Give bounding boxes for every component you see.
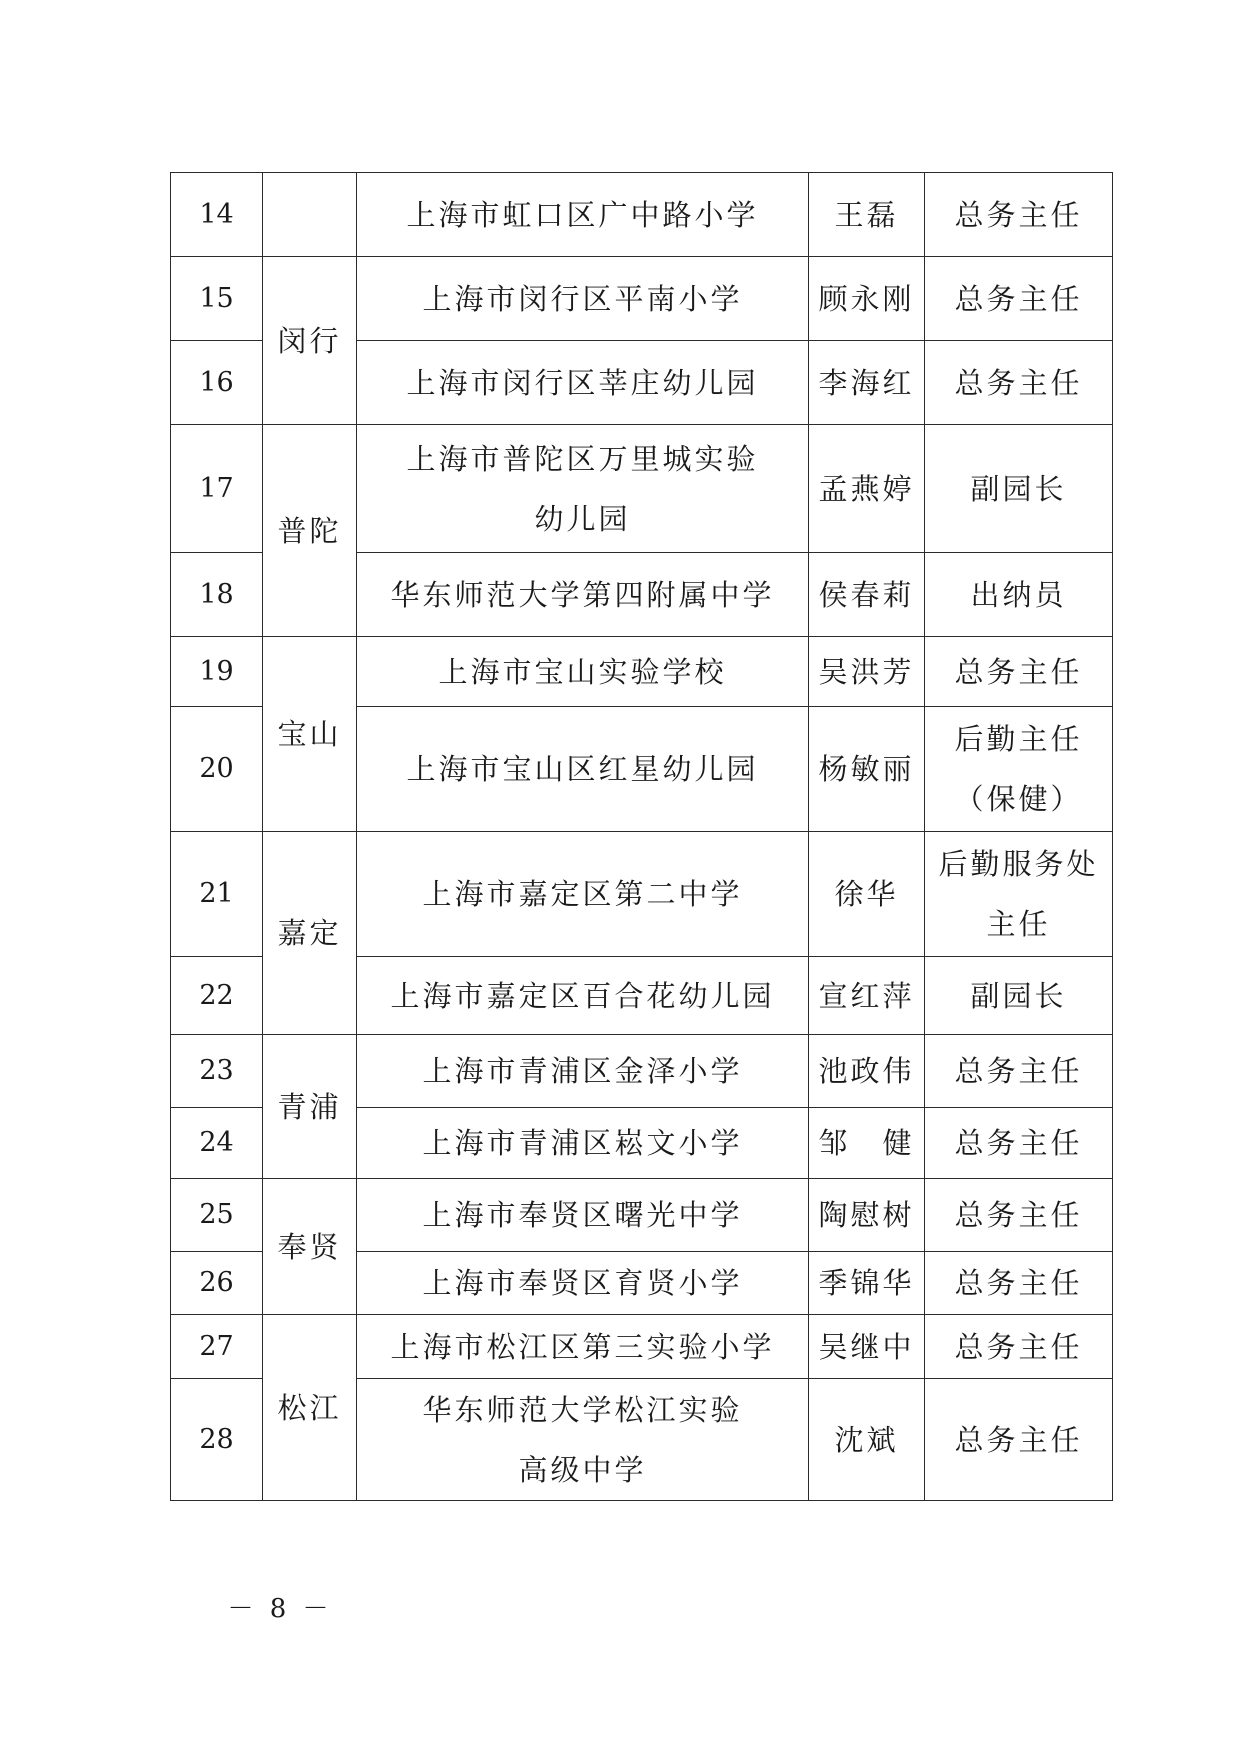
organization-name: 上海市虹口区广中路小学 bbox=[357, 173, 809, 257]
job-title-line2: （保健） bbox=[954, 782, 1083, 816]
person-name: 侯春莉 bbox=[809, 553, 925, 637]
job-title: 总务主任 bbox=[925, 637, 1113, 707]
district-cell-empty bbox=[263, 173, 357, 257]
row-number: 28 bbox=[171, 1379, 263, 1501]
table-row bbox=[171, 637, 1113, 707]
job-title-line2: 主任 bbox=[986, 907, 1051, 941]
organization-name-line2: 高级中学 bbox=[518, 1452, 647, 1487]
row-number: 25 bbox=[171, 1179, 263, 1252]
organization-name-line2: 幼儿园 bbox=[534, 501, 631, 536]
organization-name: 上海市松江区第三实验小学 bbox=[357, 1315, 809, 1379]
job-title: 副园长 bbox=[925, 957, 1113, 1035]
page-number: － 8 － bbox=[227, 1594, 333, 1624]
person-name: 沈斌 bbox=[809, 1379, 925, 1501]
job-title: 副园长 bbox=[925, 425, 1113, 553]
job-title: 总务主任 bbox=[925, 1035, 1113, 1108]
table-row bbox=[171, 832, 1113, 957]
row-number: 19 bbox=[171, 637, 263, 707]
job-title: 总务主任 bbox=[925, 1379, 1113, 1501]
row-number: 15 bbox=[171, 257, 263, 341]
row-number: 22 bbox=[171, 957, 263, 1035]
person-name: 池政伟 bbox=[809, 1035, 925, 1108]
organization-name: 上海市宝山区红星幼儿园 bbox=[357, 707, 809, 832]
person-name: 陶慰树 bbox=[809, 1179, 925, 1252]
row-number: 27 bbox=[171, 1315, 263, 1379]
job-title: 总务主任 bbox=[925, 341, 1113, 425]
person-name: 杨敏丽 bbox=[809, 707, 925, 832]
job-title-line1: 后勤主任 bbox=[954, 722, 1083, 756]
district-cell: 闵行 bbox=[263, 257, 357, 425]
district-cell: 松江 bbox=[263, 1315, 357, 1501]
organization-name: 上海市嘉定区百合花幼儿园 bbox=[357, 957, 809, 1035]
organization-name-line1: 上海市普陀区万里城实验 bbox=[406, 441, 759, 476]
organization-name: 上海市青浦区崧文小学 bbox=[357, 1108, 809, 1179]
row-number: 14 bbox=[171, 173, 263, 257]
district-cell: 奉贤 bbox=[263, 1179, 357, 1315]
organization-name: 上海市奉贤区育贤小学 bbox=[357, 1252, 809, 1315]
person-name: 徐华 bbox=[809, 832, 925, 957]
organization-name: 上海市闵行区平南小学 bbox=[357, 257, 809, 341]
roster-table bbox=[170, 172, 1113, 1501]
person-name: 吴继中 bbox=[809, 1315, 925, 1379]
district-cell: 青浦 bbox=[263, 1035, 357, 1179]
job-title bbox=[925, 832, 1113, 957]
person-name: 李海红 bbox=[809, 341, 925, 425]
table-row bbox=[171, 425, 1113, 553]
job-title: 总务主任 bbox=[925, 1252, 1113, 1315]
organization-name bbox=[357, 1379, 809, 1501]
row-number: 20 bbox=[171, 707, 263, 832]
row-number: 21 bbox=[171, 832, 263, 957]
job-title-line1: 后勤服务处 bbox=[938, 847, 1099, 881]
person-name: 季锦华 bbox=[809, 1252, 925, 1315]
person-name: 顾永刚 bbox=[809, 257, 925, 341]
job-title: 总务主任 bbox=[925, 1315, 1113, 1379]
organization-name: 华东师范大学第四附属中学 bbox=[357, 553, 809, 637]
row-number: 16 bbox=[171, 341, 263, 425]
table-row bbox=[171, 173, 1113, 257]
row-number: 17 bbox=[171, 425, 263, 553]
job-title: 总务主任 bbox=[925, 1108, 1113, 1179]
district-cell: 嘉定 bbox=[263, 832, 357, 1035]
district-cell: 宝山 bbox=[263, 637, 357, 832]
table-row bbox=[171, 1035, 1113, 1108]
job-title: 总务主任 bbox=[925, 257, 1113, 341]
job-title bbox=[925, 707, 1113, 832]
organization-name: 上海市宝山实验学校 bbox=[357, 637, 809, 707]
row-number: 26 bbox=[171, 1252, 263, 1315]
table-row bbox=[171, 1179, 1113, 1252]
organization-name: 上海市奉贤区曙光中学 bbox=[357, 1179, 809, 1252]
organization-name: 上海市闵行区莘庄幼儿园 bbox=[357, 341, 809, 425]
person-name: 邹 健 bbox=[809, 1108, 925, 1179]
person-name: 吴洪芳 bbox=[809, 637, 925, 707]
row-number: 18 bbox=[171, 553, 263, 637]
organization-name: 上海市青浦区金泽小学 bbox=[357, 1035, 809, 1108]
organization-name bbox=[357, 425, 809, 553]
table-row bbox=[171, 1315, 1113, 1379]
table-row bbox=[171, 257, 1113, 341]
person-name: 孟燕婷 bbox=[809, 425, 925, 553]
job-title: 总务主任 bbox=[925, 173, 1113, 257]
district-cell: 普陀 bbox=[263, 425, 357, 637]
row-number: 24 bbox=[171, 1108, 263, 1179]
organization-name-line1: 华东师范大学松江实验 bbox=[422, 1392, 743, 1427]
job-title: 出纳员 bbox=[925, 553, 1113, 637]
row-number: 23 bbox=[171, 1035, 263, 1108]
person-name: 王磊 bbox=[809, 173, 925, 257]
person-name: 宣红萍 bbox=[809, 957, 925, 1035]
organization-name: 上海市嘉定区第二中学 bbox=[357, 832, 809, 957]
job-title: 总务主任 bbox=[925, 1179, 1113, 1252]
